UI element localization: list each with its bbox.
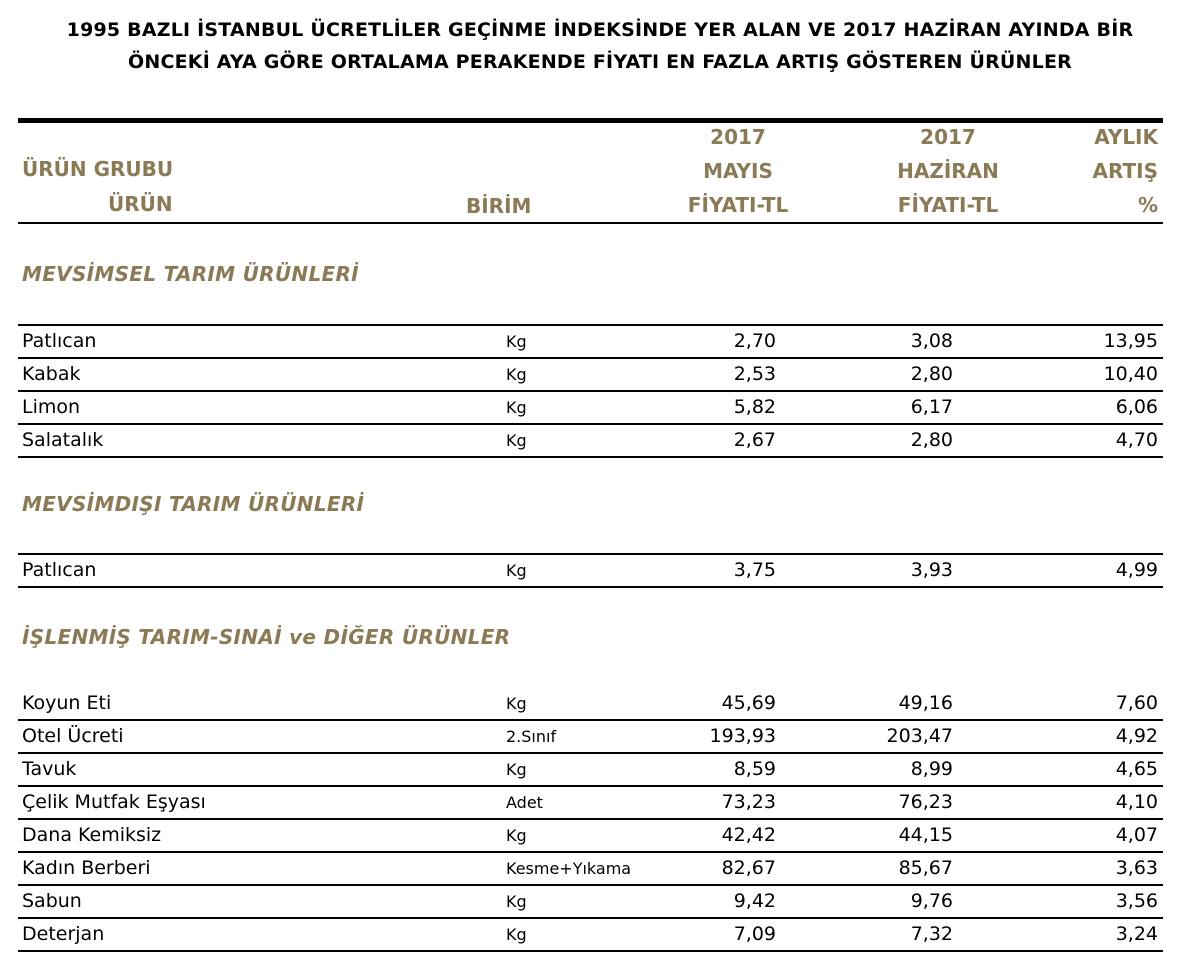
table-row (18, 886, 1163, 919)
header-unit: BİRİM (466, 194, 532, 218)
cell-change-pct: 4,70 (1115, 429, 1158, 451)
cell-change-pct: 6,06 (1115, 396, 1158, 418)
header-change-line2: ARTIŞ (1092, 159, 1158, 183)
table-row (18, 425, 1163, 458)
cell-june-price: 49,16 (898, 692, 953, 714)
cell-may-price: 2,67 (733, 429, 776, 451)
cell-unit: Kg (506, 694, 527, 713)
cell-product: Otel Ücreti (22, 725, 124, 747)
header-change-line1: AYLIK (1094, 125, 1158, 149)
cell-june-price: 44,15 (898, 824, 953, 846)
cell-unit: Kg (506, 561, 527, 580)
table-row (18, 721, 1163, 754)
section-title-processed: İŞLENMİŞ TARIM-SINAİ ve DİĞER ÜRÜNLER (22, 625, 511, 649)
cell-may-price: 193,93 (709, 725, 776, 747)
table-processed (18, 688, 1163, 952)
cell-unit: Kesme+Yıkama (506, 859, 632, 878)
cell-june-price: 2,80 (910, 363, 953, 385)
table-row (18, 820, 1163, 853)
cell-june-price: 3,08 (910, 330, 953, 352)
cell-change-pct: 13,95 (1103, 330, 1158, 352)
header-june-label: FİYATI-TL (897, 193, 999, 217)
cell-june-price: 203,47 (886, 725, 953, 747)
cell-change-pct: 3,63 (1115, 857, 1158, 879)
table-row (18, 919, 1163, 952)
cell-product: Sabun (22, 890, 82, 912)
cell-june-price: 76,23 (898, 791, 953, 813)
cell-unit: Kg (506, 826, 527, 845)
cell-change-pct: 10,40 (1103, 363, 1158, 385)
cell-product: Koyun Eti (22, 692, 112, 714)
table-row (18, 359, 1163, 392)
cell-product: Patlıcan (22, 330, 97, 352)
cell-unit: Kg (506, 892, 527, 911)
cell-june-price: 6,17 (910, 396, 953, 418)
cell-product: Kabak (22, 363, 81, 385)
cell-unit: Kg (506, 925, 527, 944)
header-group: ÜRÜN GRUBU (22, 157, 174, 181)
table-offseason (18, 553, 1163, 588)
cell-may-price: 8,59 (733, 758, 776, 780)
section-title-offseason: MEVSİMDIŞI TARIM ÜRÜNLERİ (22, 492, 365, 516)
cell-may-price: 82,67 (721, 857, 776, 879)
cell-product: Kadın Berberi (22, 857, 151, 879)
cell-may-price: 2,70 (733, 330, 776, 352)
table-row (18, 324, 1163, 359)
header-rule (18, 222, 1163, 224)
cell-may-price: 3,75 (733, 559, 776, 581)
cell-may-price: 5,82 (733, 396, 776, 418)
title-line-1: 1995 BAZLI İSTANBUL ÜCRETLİLER GEÇİNME İNDEKSİNDE YER ALAN VE 2017 HAZİRAN AYINDA BİR (66, 19, 1134, 41)
cell-may-price: 9,42 (733, 890, 776, 912)
cell-change-pct: 4,10 (1115, 791, 1158, 813)
cell-june-price: 9,76 (910, 890, 953, 912)
cell-product: Tavuk (22, 758, 77, 780)
header-may-month: MAYIS (703, 159, 773, 183)
cell-change-pct: 4,07 (1115, 824, 1158, 846)
table-row (18, 853, 1163, 886)
cell-change-pct: 4,99 (1115, 559, 1158, 581)
table-row (18, 754, 1163, 787)
cell-change-pct: 4,92 (1115, 725, 1158, 747)
cell-change-pct: 3,24 (1115, 923, 1158, 945)
cell-unit: Kg (506, 431, 527, 450)
cell-unit: Kg (506, 365, 527, 384)
header-may-label: FİYATI-TL (687, 193, 789, 217)
cell-may-price: 73,23 (721, 791, 776, 813)
table-row (18, 688, 1163, 721)
cell-product: Dana Kemiksiz (22, 824, 162, 846)
cell-change-pct: 4,65 (1115, 758, 1158, 780)
cell-unit: Kg (506, 332, 527, 351)
cell-product: Deterjan (22, 923, 105, 945)
section-title-seasonal: MEVSİMSEL TARIM ÜRÜNLERİ (22, 262, 359, 286)
header-change (1040, 120, 1158, 222)
header-change-line3: % (1137, 193, 1158, 217)
cell-may-price: 45,69 (721, 692, 776, 714)
header-june (878, 120, 1018, 222)
cell-product: Limon (22, 396, 81, 418)
cell-june-price: 8,99 (910, 758, 953, 780)
header-june-month: HAZİRAN (897, 159, 999, 183)
cell-product: Çelik Mutfak Eşyası (22, 791, 206, 813)
header-june-year: 2017 (920, 125, 976, 149)
header-product: ÜRÜN (108, 192, 173, 216)
header-may (668, 120, 808, 222)
header-may-year: 2017 (710, 125, 766, 149)
cell-product: Patlıcan (22, 559, 97, 581)
table-row (18, 787, 1163, 820)
cell-june-price: 7,32 (910, 923, 953, 945)
cell-unit: Adet (506, 793, 543, 812)
cell-product: Salatalık (22, 429, 104, 451)
title-line-2: ÖNCEKİ AYA GÖRE ORTALAMA PERAKENDE FİYATI EN FAZLA ARTIŞ GÖSTEREN ÜRÜNLER (128, 51, 1072, 73)
table-row (18, 553, 1163, 588)
cell-june-price: 3,93 (910, 559, 953, 581)
document-title (0, 14, 1200, 78)
cell-may-price: 7,09 (733, 923, 776, 945)
table-seasonal (18, 324, 1163, 458)
cell-june-price: 2,80 (910, 429, 953, 451)
cell-change-pct: 7,60 (1115, 692, 1158, 714)
table-row (18, 392, 1163, 425)
cell-may-price: 2,53 (733, 363, 776, 385)
cell-unit: 2.Sınıf (506, 727, 557, 746)
cell-unit: Kg (506, 398, 527, 417)
cell-june-price: 85,67 (898, 857, 953, 879)
cell-unit: Kg (506, 760, 527, 779)
cell-change-pct: 3,56 (1115, 890, 1158, 912)
cell-may-price: 42,42 (721, 824, 776, 846)
